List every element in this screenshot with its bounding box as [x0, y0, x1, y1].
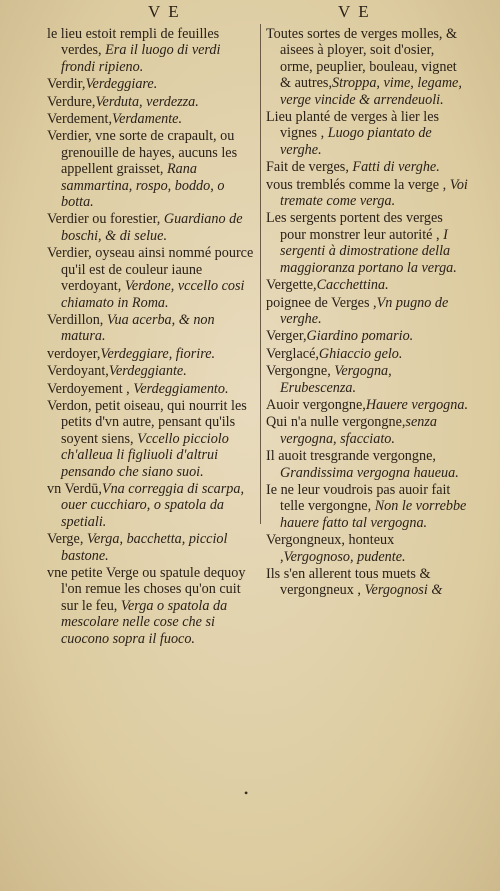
- dictionary-entry: Fait de verges, Fatti di verghe.: [266, 159, 440, 176]
- dictionary-entry: Verglacé,Ghiaccio gelo.: [266, 345, 403, 362]
- header-right: V E: [338, 2, 371, 21]
- dictionary-entry: vn Verdū,Vna correggia di scarpa, ouer cucchiaro, o spatola da spetiali.: [47, 480, 245, 530]
- page-ornament: •: [244, 786, 249, 800]
- dictionary-entry: vous tremblés comme la verge , Voi tremate come verga.: [266, 176, 468, 210]
- dictionary-entry: Verdon, petit oiseau, qui nourrit les petits d'vn autre, pensant qu'ils soyent siens, Vccello picciolo ch'alleua li figliuoli d'altrui pensando che siano suoi.: [47, 397, 247, 480]
- running-header: [0, 2, 500, 24]
- dictionary-entry: poignee de Verges ,Vn pugno de verghe.: [266, 294, 449, 327]
- dictionary-entry: Vergongneux, honteux ,Vergognoso, pudente.: [266, 532, 406, 565]
- dictionary-entry: Verdier, vne sorte de crapault, ou grenouille de hayes, aucuns les appellent graisset, Rana sammartina, rospo, boddo, o botta.: [47, 128, 238, 211]
- dictionary-entry: Verdier, oyseau ainsi nommé pource qu'il est de couleur iaune verdoyant, Verdone, vccello cosi chiamato in Roma.: [47, 245, 254, 311]
- dictionary-entry: Ils s'en allerent tous muets & vergongneux , Vergognosi &: [266, 566, 443, 599]
- dictionary-entry: Verdoyement , Verdeggiamento.: [47, 380, 229, 397]
- dictionary-entry: Verdier ou forestier, Guardiano de boschi, & di selue.: [47, 211, 243, 244]
- column-divider: [260, 24, 261, 524]
- dictionary-entry: Verger,Giardino pomario.: [266, 328, 414, 345]
- dictionary-entry: Auoir vergongne,Hauere vergogna.: [266, 396, 469, 413]
- right-column: [266, 26, 468, 600]
- dictionary-entry: le lieu estoit rempli de feuilles verdes, Era il luogo di verdi frondi ripieno.: [47, 26, 221, 75]
- dictionary-entry: Les sergents portent des verges pour monstrer leur autorité , I sergenti à dimostratione della maggioranza portano la verga.: [266, 210, 457, 276]
- dictionary-entry: Verdoyant,Verdeggiante.: [47, 363, 187, 380]
- dictionary-entry: Lieu planté de verges à lier les vignes , Luogo piantato de verghe.: [266, 109, 440, 158]
- dictionary-entry: Vergongne, Vergogna, Erubescenza.: [266, 363, 392, 396]
- dictionary-entry: Vergette,Cacchettina.: [266, 277, 389, 294]
- dictionary-entry: Verdir,Verdeggiare.: [47, 76, 158, 93]
- dictionary-entry: Verdure,Verduta, verdezza.: [47, 93, 199, 110]
- dictionary-entry: verdoyer,Verdeggiare, fiorire.: [47, 345, 216, 362]
- dictionary-entry: vne petite Verge ou spatule dequoy l'on remue les choses qu'on cuit sur le feu, Verga o spatola da mescolare nelle cose che si cuocono sopra il fuoco.: [47, 565, 246, 647]
- dictionary-entry: Il auoit tresgrande vergongne, Grandissima vergogna haueua.: [266, 448, 459, 481]
- dictionary-entry: Verdillon, Vua acerba, & non matura.: [47, 311, 215, 345]
- left-column: [47, 26, 255, 648]
- dictionary-entry: Verdement,Verdamente.: [47, 111, 182, 128]
- header-left: V E: [148, 2, 181, 21]
- dictionary-entry: Ie ne leur voudrois pas auoir fait telle vergongne, Non le vorrebbe hauere fatto tal vergogna.: [266, 481, 467, 531]
- dictionary-entry: Qui n'a nulle vergongne,senza vergogna, sfacciato.: [266, 414, 437, 447]
- dictionary-entry: Toutes sortes de verges molles, & aisees à ployer, soit d'osier, orme, peuplier, bouleau, vignet & autres,Stroppa, vime, legame, verge vincide & arrendeuoli.: [266, 26, 462, 108]
- dictionary-entry: Verge, Verga, bacchetta, picciol bastone.: [47, 531, 228, 564]
